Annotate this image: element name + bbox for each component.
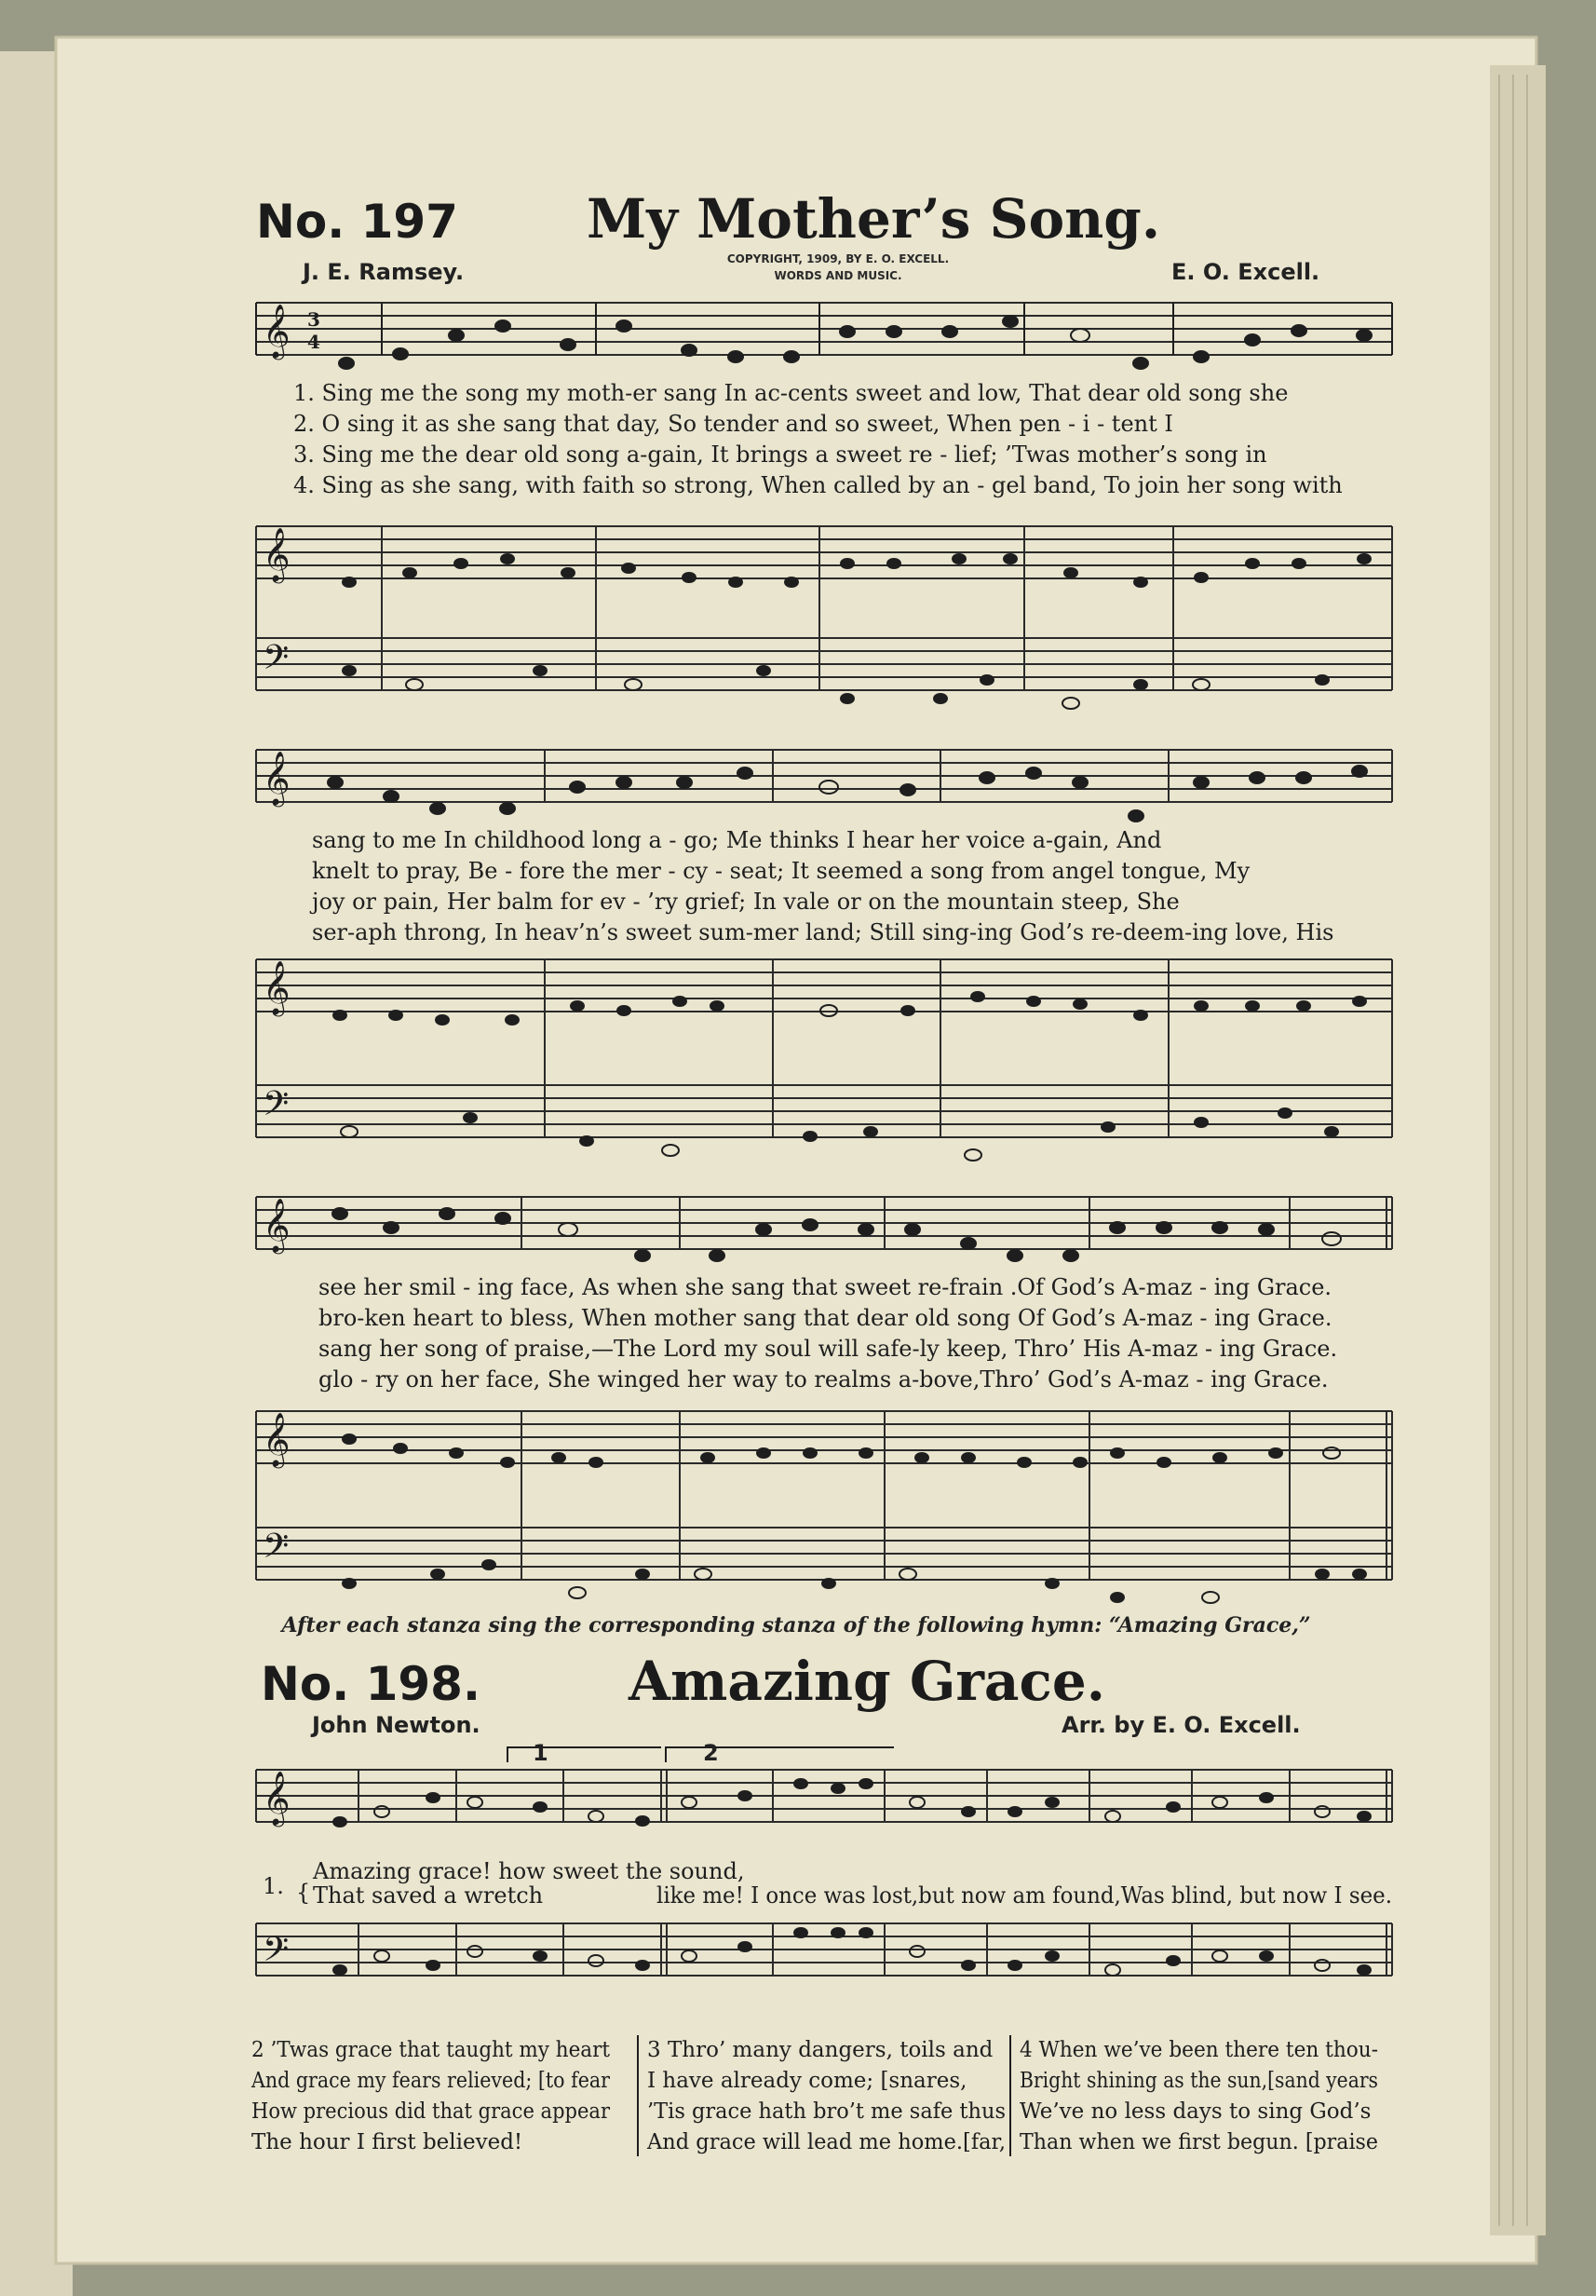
s1-lyric-verse2: 2. O sing it as she sang that day, So tender and so sweet, When pen - i - tent I [293,411,1173,437]
hymn-197-author: J. E. Ramsey. [303,259,465,285]
svg-text:𝄞: 𝄞 [263,304,291,358]
hymn-198-author: John Newton. [312,1712,480,1738]
s2-lyric-verse3: joy or pain, Her balm for ev - ’ry grief; In vale or on the mountain steep, She [312,889,1180,915]
svg-text:𝄢: 𝄢 [263,1084,290,1132]
stanza-4-line-1: 4 When we’ve been there ten thou- [1020,2038,1378,2062]
stanza-4-line-4: Than when we first begun. [praise [1020,2130,1378,2154]
hymn-197-composer: E. O. Excell. [1171,259,1320,285]
stanza-2-line-1: 2 ’Twas grace that taught my heart [251,2038,611,2062]
first-ending-label: 1 [533,1740,548,1766]
s2-lyric-verse4: ser-aph throng, In heav’n’s sweet sum-mer land; Still sing-ing God’s re-deem-ing love, His [312,919,1334,945]
s1-lyric-verse1: 1. Sing me the song my moth-er sang In ac-cents sweet and low, That dear old song she [293,380,1289,406]
hymn-198-verse1-line2: That saved a wretch [313,1882,544,1909]
stanza-2-line-2: And grace my fears relieved; [to fear [250,2069,610,2093]
svg-text:𝄢: 𝄢 [263,1930,290,1977]
svg-text:4: 4 [307,331,320,353]
s1-lyric-verse4: 4. Sing as she sang, with faith so strong, When called by an - gel band, To join her song with [293,472,1343,498]
hymn-198-arranger: Arr. by E. O. Excell. [1062,1712,1301,1738]
svg-text:𝄞: 𝄞 [263,1771,291,1825]
stanza-4-line-3: We’ve no less days to sing God’s [1020,2099,1372,2124]
verse-brace: { [296,1880,311,1906]
svg-text:𝄞: 𝄞 [263,1412,291,1466]
hymn-198-verse1-line3: like me! I once was lost,but now am found,Was blind, but now I see. [656,1882,1392,1909]
hymn-197-title: My Mother’s Song. [587,187,1161,251]
hymn-198-verse-number: 1. [263,1873,284,1899]
stanza-3-line-4: And grace will lead me home.[far, [646,2130,1006,2154]
hymn-197-number: No. 197 [256,195,458,249]
stanza-4-line-2: Bright shining as the sun,[sand years [1020,2069,1378,2093]
svg-text:𝄞: 𝄞 [263,960,291,1014]
svg-text:𝄞: 𝄞 [263,527,291,581]
stanza-2-line-3: How precious did that grace appear [251,2099,611,2124]
stanza-3-line-3: ’Tis grace hath bro’t me safe thus [647,2099,1006,2124]
s3-lyric-verse1: see her smil - ing face, As when she sang that sweet re-frain .Of God’s A-maz - ing Grace. [318,1274,1332,1300]
hymn-198-verse1-line1: Amazing grace! how sweet the sound, [313,1858,745,1884]
svg-text:𝄞: 𝄞 [263,751,291,805]
second-ending-label: 2 [703,1740,719,1766]
svg-text:𝄢: 𝄢 [263,638,290,686]
hymn-198-number: No. 198. [261,1657,480,1711]
s3-lyric-verse3: sang her song of praise,—The Lord my soul will safe-ly keep, Thro’ His A-maz - ing Grace. [318,1336,1338,1362]
copyright-line-1: COPYRIGHT, 1909, BY E. O. EXCELL. [726,252,950,265]
copyright-line-2: WORDS AND MUSIC. [774,269,902,282]
s1-lyric-verse3: 3. Sing me the dear old song a-gain, It brings a sweet re - lief; ’Twas mother’s song in [293,442,1267,468]
s2-lyric-verse1: sang to me In childhood long a - go; Me thinks I hear her voice a-gain, And [312,827,1162,853]
hymn-198-title: Amazing Grace. [629,1650,1105,1713]
stanza-2-line-4: The hour I first believed! [251,2130,523,2154]
svg-text:𝄢: 𝄢 [263,1527,290,1574]
svg-text:𝄞: 𝄞 [263,1198,291,1252]
s2-lyric-verse2: knelt to pray, Be - fore the mer - cy - seat; It seemed a song from angel tongue, My [312,858,1251,884]
s3-lyric-verse4: glo - ry on her face, She winged her way to realms a-bove,Thro’ God’s A-maz - ing Grace. [318,1366,1329,1393]
s3-lyric-verse2: bro-ken heart to bless, When mother sang that dear old song Of God’s A-maz - ing Grace. [318,1305,1332,1331]
svg-text:3: 3 [307,308,320,331]
stanza-3-line-1: 3 Thro’ many dangers, toils and [647,2038,994,2062]
stanza-instruction: After each stanza sing the corresponding stanza of the following hymn: “Amazing Grace,” [281,1613,1311,1637]
stanza-3-line-2: I have already come; [snares, [647,2069,967,2093]
